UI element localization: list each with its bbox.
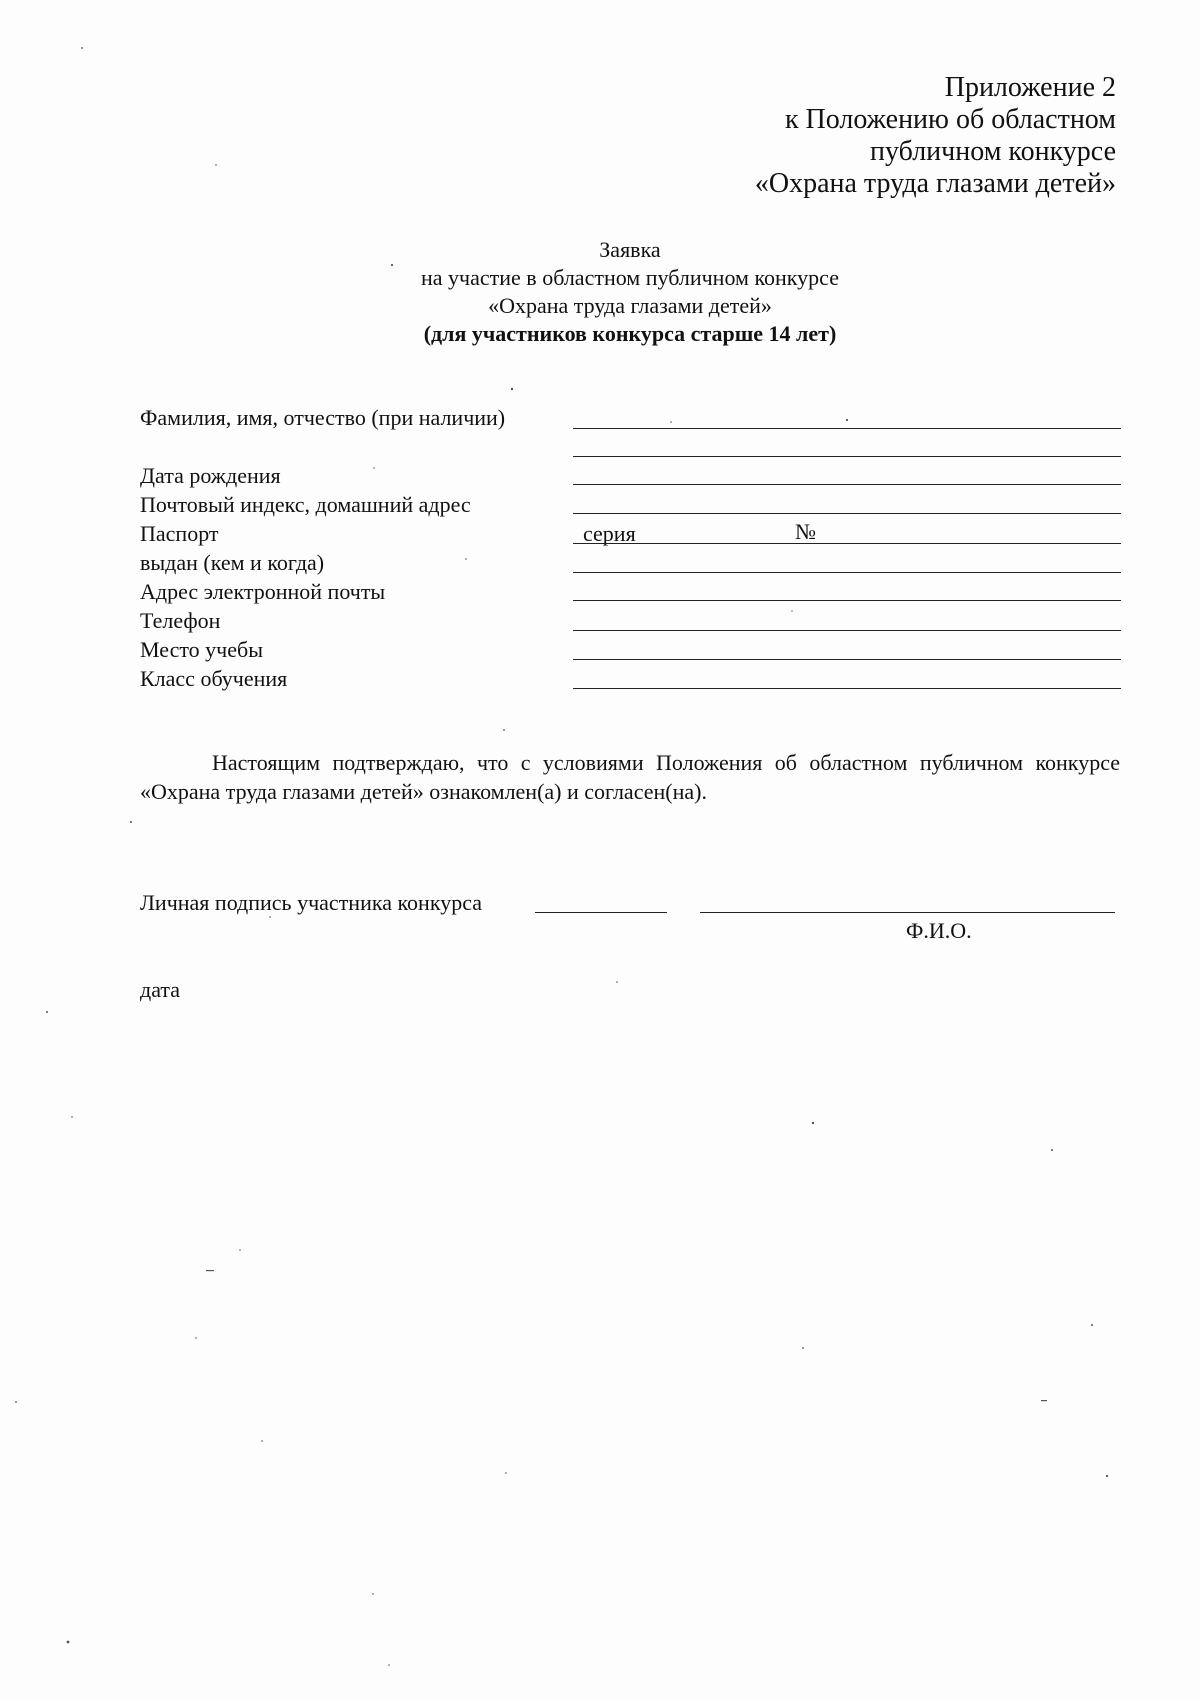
email-label: Адрес электронной почты [140, 579, 386, 604]
full-name-label: Фамилия, имя, отчество (при наличии) [140, 405, 506, 430]
grade-label: Класс обучения [140, 666, 288, 691]
title-line-1: на участие в областном публичном конкурсе [421, 265, 839, 290]
appendix-line-1: Приложение 2 [944, 72, 1116, 103]
date-label: дата [140, 977, 181, 1002]
passport-number-label: № [795, 519, 816, 544]
signature-label: Личная подпись участника конкурса [140, 890, 482, 915]
passport-series-label: серия [583, 521, 636, 546]
issued-label: выдан (кем и когда) [140, 550, 325, 575]
appendix-line-2: к Положению об областном [784, 104, 1116, 135]
birth-date-label: Дата рождения [140, 463, 281, 488]
appendix-line-4: «Охрана труда глазами детей» [754, 168, 1116, 199]
fio-caption: Ф.И.О. [906, 918, 972, 943]
appendix-line-3: публичном конкурсе [870, 136, 1116, 167]
phone-label: Телефон [140, 608, 221, 633]
title-line-2: «Охрана труда глазами детей» [488, 293, 772, 318]
study-place-label: Место учебы [140, 637, 263, 662]
title-line-3: (для участников конкурса старше 14 лет) [423, 321, 837, 346]
address-label: Почтовый индекс, домашний адрес [140, 492, 471, 517]
title-heading: Заявка [599, 237, 661, 262]
passport-label: Паспорт [140, 521, 219, 546]
confirmation-text: Настоящим подтверждаю, что с условиями Положения об областном публичном конкурсе «Охрана труда глазами детей» ознакомлен(а) и согласен(на). [140, 750, 1120, 804]
